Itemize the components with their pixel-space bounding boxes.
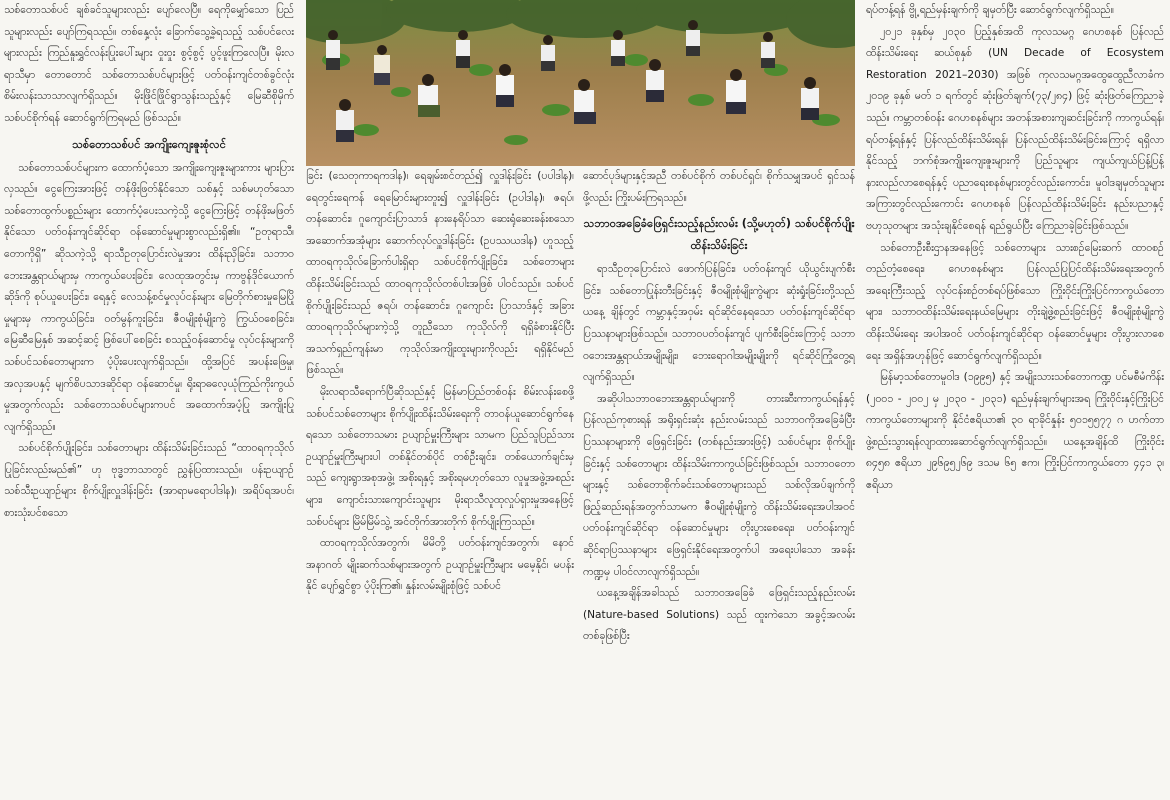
- paragraph: ခြင်း (သေတုကာရကဒါန)၊ ရေချမ်းစင်တည်၍ လှူဒါန်းခြင်း (ပပါဒါန)၊ ရေတွင်းရေကန် ရေမြောင်းများတူး၍ လှူဒါန်းခြင်း (ဥပါဒါန)၊ ဇရပ်၊ တန်ဆောင်း၊ ဂူကျောင်းပြာသာဒ် နားနေရိပ်သာ ဆေးရုံဆေးခန်းစသော အဆောက်အအုံများ ဆောက်လုပ်လှူဒါန်းခြင်း (ဥပဿယဒါန) ဟူသည့် ထာဝရကုသိုလ်ခြောက်ပါးရှိရာ သစ်ပင်စိုက်ပျိုးခြင်း၊ သစ်တောများ ထိန်းသိမ်းခြင်းသည် ထာဝရကုသိုလ်တစ်ပါးအဖြစ် ပါဝင်သည်။ သစ်ပင်စိုက်ပျိုးခြင်းသည် ဇရပ်၊ တန်ဆောင်း၊ ဂူကျောင်း ပြာသာဒ်နှင့် အခြားထာဝရကုသိုလ်များကဲ့သို့ တူညီသော ကုသိုလ်ကို ရရှိခံစားနိုင်ပြီး အသက်ရှည်ကျန်းမာ ကုသိုလ်အကျိုးထူးများကိုလည်း ရရှိနိုင်မည်ဖြစ်သည်။: [306, 170, 574, 377]
- article-column-4: [866, 0, 1164, 800]
- paragraph: မြန်မာ့သစ်တောမူဝါဒ (၁၉၉၅) နှင့် အမျိုးသားသစ်တောကဏ္ဍ ပင်မစီမံကိန်း (၂၀၀၁ - ၂၀၀၂ မှ ၂၀၃၀ - ၂၀၃၁) ရည်မှန်းချက်များအရ ကြိုးဝိုင်းနှင့်ကြိုးပြင်ကာကွယ်တောများကို နိုင်ငံဧရိယာ၏ ၃၀ ရာခိုင်နှုန်း ၅၀၁၅၅၇၇ ဂ ဟက်တာ ဖွဲ့စည်းသွားရန်လျာထားဆောင်ရွက်လျက်ရှိသည်။ ယနေ့အချိန်ထိ ကြိုးဝိုင်း ၈၄၅၈ ဧရိယာ ၂၉၆၉၅၂၆၉ ဒသမ ၆၅ ဧက၊ ကြိုးပြင်ကာကွယ်တော ၄၄၁ ၃၊ ဧရိယာ: [866, 371, 1164, 492]
- article-column-2: [306, 166, 574, 800]
- paragraph: သစ်တောသစ်ပင် ချစ်ခင်သူများလည်း ပျော်လေပြီ။ ရေကိုမျှော်သော ပြည်သူများလည်း ပျော်ကြရသည်။ တစ်နှေ့လုံး ခြောက်သွေ့ခဲ့ရသည့် သစ်ပင်လေးများလည်း ကြည်နူးရွှင်လန်းပြုးပေါ်းများ ဝှုးဝှုး စွင့်စွင့် ပွင့်ဖူးကြလေပြီ။ မိုးလရာသီမှာ တောတောင် သစ်တောသစ်ပင်များဖြင့် ပတ်ဝန်းကျင်တစ်ခွင်လုံး စိမ်းလန်းသာသာလျက်ရှိသည်။ မိုးဖြိုင်ဖြိုင်ရွာသွန်းသည့်နှင့် မြေဆီစိုမှိက် သစ်ပင်စိုက်ရန် ဆောင်ရွက်ကြရမည် ဖြစ်သည်။: [4, 4, 294, 124]
- paragraph: ရပ်တန့်ရန် ဗ္ဗို့ ရည်မှန်းချက်ကို ချမှတ်ပြီး ဆောင်ရွက်လျက်ရှိသည်။: [866, 4, 1114, 16]
- paragraph: သစ်တောဦးစီးဌာနအနေဖြင့် သစ်တောများ သားစဉ်မြေးဆက် ထာဝစဉ်တည်တံ့စေရေး၊ ဂေဟစနစ်များ ပြန်လည်ပြုပြင်ထိန်းသိမ်းရေးအတွက် အရေးကြီးသည့် လုပ်ငန်းစဉ်တစ်ရပ်ဖြစ်သော ကြိုးဝိုင်းကြိုးပြင်ကာကွယ်တောများ၊ သဘာဝထိန်းသိမ်းရေးနယ်မြေများ တိုးချဲ့ဖွဲ့စည်းခြင်းဖြင့် ဇီဝမျိုးစုံမျိုးကွဲထိန်းသိမ်းရေး အပါအဝင် ပတ်ဝန်းကျင်ဆိုင်ရာ ဝန်ဆောင်မှုများ တိုးပွားလာစေရေး အရှိန်အဟုန်ဖြင့် ဆောင်ရွက်လျက်ရှိသည်။: [866, 241, 1164, 362]
- paragraph: ၂၀၂၁ ခုနှစ်မှ ၂၀၃၀ ပြည့်နှစ်အထိ ကုလသမဂ္ဂ ဂေဟစနစ် ပြန်လည်ထိန်းသိမ်းရေး ဆယ်စုနှစ် (UN Decade of Ecosystem Restoration 2021–2030) အဖြစ် ကုလသမဂ္ဂအထွေထွေညီလာခံက ၂၀၁၉ ခုနှစ် မတ် ၁ ရက်တွင် ဆုံးဖြတ်ချက်(၇၃/၂၈၄) ဖြင့် ဆုံးဖြတ်ကြေညာခဲ့သည်။ ကမ္ဘာတစ်ဝန်း ဂေဟစနစ်များ အတန်အစားကျဆင်းခြင်းကို ကာကွယ်ရန်၊ ရပ်တန့်ရန်နှင့် ပြန်လည်ထိန်းသိမ်းရန်၊ ပြန်လည်ထိန်းသိမ်းခြင်းကြောင့် ရရှိလာနိုင်သည့် ဘက်စုံအကျိုးကျေးဇူးများကို ပြည်သူများ ကျယ်ကျယ်ပြန့်ပြန့် နားလည်လာစေရန်နှင့် ပညာရေးစနစ်များတွင်လည်းကောင်း၊ မူဝါဒချမှတ်သူများအကြားတွင်လည်းကောင်း ဂေဟစနစ် ပြန်လည်ထိန်းသိမ်းခြင်း နည်းပညာနှင့် ဗဟုသုတများ အသုံးချနိုင်စေရန် ရည်ရွယ်ပြီး ကြေညာခဲ့ခြင်းဖြစ်သည်။: [866, 25, 1164, 232]
- paragraph: ယနေ့အချိန်အခါသည် သဘာဝအခြေခံ ဖြေရှင်းသည့်နည်းလမ်း (Nature-based Solutions) သည် ထူးကဲသော အခွင့်အလမ်းတစ်ခုဖြစ်ပြီး: [583, 587, 855, 643]
- section-heading: သဘာဝအခြေခံဖြေရှင်းသည့်နည်းလမ်း (သို့မဟုတ်) သစ်ပင်စိုက်ပျိုးထိန်းသိမ်းခြင်း: [583, 217, 855, 253]
- tree-planting-photo: [306, 0, 855, 166]
- paragraph: သစ်ပင်စိုက်ပျိုးခြင်း၊ သစ်တောများ ထိန်းသိမ်းခြင်းသည် “ထာဝရကုသိုလ် ပြုခြင်းလည်းမည်၏” ဟု ဗုဒ္ဓဘာသာတွင် ညွှန်ပြထားသည်။ ပန်းဥယျာဉ် သစ်သီးဥယျာဉ်များ စိုက်ပျိုးလှူဒါန်းခြင်း (အာရာမရောပါဒါန)၊ အရိပ်ရအပင်၊ စားသုံးပင်စသော: [4, 442, 294, 520]
- section-heading: သစ်တောသစ်ပင် အကျိုးကျေးဇူးစုံလင်: [72, 137, 226, 151]
- article-column-1: [4, 0, 294, 800]
- tree-planting-photo-drawing: [306, 0, 855, 166]
- paragraph: ရာသီဥတုပြောင်းလဲ ဖောက်ပြန်ခြင်း၊ ပတ်ဝန်းကျင် ယိုယွင်းပျက်စီးခြင်း၊ သစ်တောပြုန်းတီးခြင်းနှင့် ဇီဝမျိုးစုံမျိုးကွဲများ ဆုံးရှုံးခြင်းတို့သည် ယနေ့ ချိန်တွင် ကမ္ဘာနှင့်အဝှမ်း ရင်ဆိုင်နေရသော ပတ်ဝန်းကျင်ဆိုင်ရာ ပြဿနာများဖြစ်သည်။ သဘာဝပတ်ဝန်းကျင် ပျက်စီးခြင်းကြောင့် သဘာဝဘေးအန္တရာယ်အမျိုးမျိုး၊ ဘေးရောဂါအမျိုးမျိုးကို ရင်ဆိုင်ကြုံတွေ့ရလျက်ရှိသည်။: [583, 263, 855, 384]
- paragraph: မိုးလရာသီရောက်ပြီဆိုသည်နှင့် မြန်မာပြည်တစ်ဝန်း စိမ်းလန်းစေဖို့ သစ်ပင်သစ်တောများ စိုက်ပျိုးထိန်းသိမ်းရေးကို တာဝန်ယူဆောင်ရွက်နေရသော သစ်တောသမား ဥယျာဉ်မှူးကြီးများ သာမက ပြည်သူပြည်သား ဥယျာဉ်မှူးကြီးများပါ တစ်နိုင်တစ်ပိုင် တစ်ဦးချင်း၊ တစ်ယောက်ချင်းမှသည် ကျေးရွာအစုအဖွဲ့၊ အစိုးရနှင့် အစိုးရမဟုတ်သော လူမှုအဖွဲ့အစည်းများ၊ ကျောင်းသားကျောင်းသူများ မိုးရာသီလူထုလှုပ်ရှားမှုအနေဖြင့် သစ်ပင်များ မြိမ်မြိမ်သွဲ့ အင်တိုက်အားတိုက် စိုက်ပျိုးကြသည်။: [306, 385, 574, 528]
- paragraph: ဆောင်ပုဒ်များနှင့်အညီ တစ်ပင်စိုက် တစ်ပင်ရှင်၊ စိုက်သမျှအပင် ရှင်သန်ဖို့လည်း ကြိုးပမ်းကြရသည်။: [583, 170, 855, 204]
- paragraph: အဆိုပါသဘာဝဘေးအန္တရာယ်များကို တားဆီးကာကွယ်ရန်နှင့် ပြန်လည်ကုစားရန် အရိုးရှင်းဆုံး နည်းလမ်းသည် သဘာဝကိုအခြေခံပြီး ပြဿနာများကို ဖြေရှင်းခြင်း (တစ်နည်းအားဖြင့်) သစ်ပင်များ စိုက်ပျိုးခြင်းနှင့် သစ်တောများ ထိန်းသိမ်းကာကွယ်ခြင်းဖြစ်သည်။ သဘာဝတောများနှင့် သစ်တောစိုက်ခင်းသစ်တောများသည် သစ်လိုအပ်ချက်ကို ဖြည့်ဆည်းရန်အတွက်သာမက ဇီဝမျိုးစုံမျိုးကွဲ ထိန်းသိမ်းရေးအပါအဝင် ပတ်ဝန်းကျင်ဆိုင်ရာ ဝန်ဆောင်မှုများ တိုးပွားစေရေး၊ ပတ်ဝန်းကျင်ဆိုင်ရာပြဿနာများ ဖြေရှင်းနိုင်ရေးအတွက်ပါ အရေးပါသော အခန်းကဏ္ဍမှ ပါဝင်လာလျက်ရှိသည်။: [583, 392, 855, 578]
- paragraph: သစ်တောသစ်ပင်များက ထောက်ပံ့သော အကျိုးကျေးဇူးများကား များပြားလှသည်။ ငွေကြေးအားဖြင့် တန်ဖိုးဖြတ်နိုင်သော သစ်နှင့် သစ်မဟုတ်သောသစ်တောထွက်ပစ္စည်းများ ထောက်ပံ့ပေးသကဲ့သို့ ငွေကြေးဖြင့် တန်ဖိုးမဖြတ်နိုင်သော ပတ်ဝန်းကျင်ဆိုင်ရာ ဝန်ဆောင်မှုများစွာလည်းရှိ၏။ “ဥတုရာသီ၊ တောကိုရှိ” ဆိုသကဲ့သို့ ရာသီဥတုပြောင်းလဲမှုအား ထိန်းညှိခြင်း၊ သဘာဝဘေးအန္တရာယ်များမှ ကာကွယ်ပေးခြင်း၊ လေထုအတွင်းမှ ကာဗွန်ဒိုင်ယောက်ဆိုဒ်ကို စုပ်ယူပေးခြင်း၊ ရေနှင့် လေသန့်စင်မှုလုပ်ငန်းများ မြေတိုက်စားမှုမြေပြိုမှုများမှ ကာကွယ်ခြင်း၊ ဝတ်မွန်ကူးခြင်း၊ ဇီဝမျိုးစုံမျိုးကွဲ ကြွယ်ဝစေခြင်း၊ မြေဆီမြေနှစ် အဆင့်ဆင့် ဖြစ်ပေါ်စေခြင်း စသည့်ဝန်ဆောင်မှု လုပ်ငန်းများကို သစ်ပင်သစ်တောများက ပံ့ပိုးပေးလျက်ရှိသည်။ ထို့အပြင် အပန်းဖြေမှု၊ အလှအပနှင့် မျက်စိပသာဒဆိုင်ရာ ဝန်ဆောင်မှု၊ ရိုးရာဓလေ့ယုံကြည်ကိုးကွယ်မှုအတွက်လည်း သစ်တောသစ်ပင်များကပင် အထောက်အပံ့ပြု အကျိုးပြုလျက်ရှိသည်။: [4, 161, 294, 433]
- paragraph: ထာဝရကုသိုလ်အတွက်၊ မိမိတို့ ပတ်ဝန်းကျင်အတွက်၊ နောင်အနာဂတ် မျိုးဆက်သစ်များအတွက် ဥယျာဉ်မှူးကြီးများ မမေ့နိုင်၊ မပန်းနိုင် ပျော်ရွှင်စွာ ပံ့ပိုးကြ၏၊ နှုန်းလမ်းမျိုးစုံဖြင့် သစ်ပင်: [306, 537, 574, 593]
- article-column-3: [583, 166, 855, 800]
